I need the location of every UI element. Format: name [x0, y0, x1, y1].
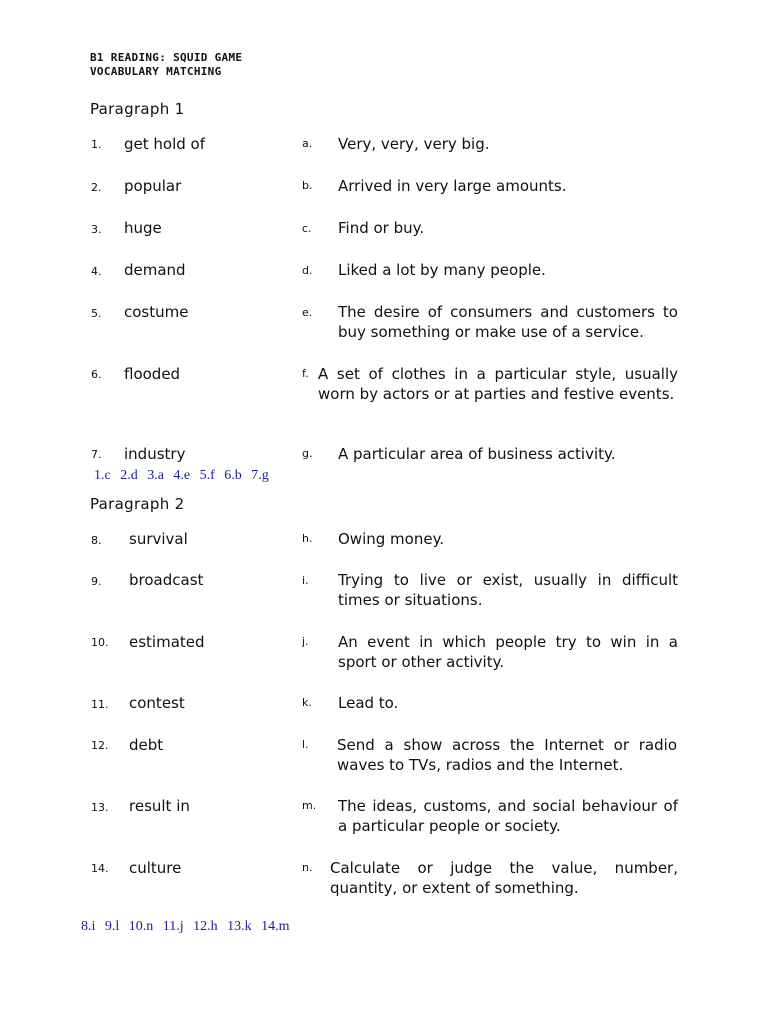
vocab-word: contest: [129, 694, 185, 712]
definition-letter: a.: [302, 137, 313, 150]
answer-key: 8.i 9.l 10.n 11.j 12.h 13.k 14.m: [81, 919, 290, 934]
definition-text: A particular area of business activity.: [338, 445, 616, 463]
definition-text: Liked a lot by many people.: [338, 261, 546, 279]
answer-key: 1.c 2.d 3.a 4.e 5.f 6.b 7.g: [94, 468, 269, 483]
definition-letter: c.: [302, 222, 312, 235]
definition-text: A set of clothes in a particular style, usually worn by actors or at parties and festive events.: [318, 365, 678, 403]
definition-text: Lead to.: [338, 694, 399, 712]
definition-text: Find or buy.: [338, 219, 425, 237]
definition-text: An event in which people try to win in a sport or other activity.: [338, 633, 678, 671]
vocab-word: huge: [124, 219, 162, 237]
definition-letter: l.: [302, 738, 309, 751]
worksheet-subtitle: VOCABULARY MATCHING: [90, 65, 222, 78]
definition-letter: n.: [302, 861, 313, 874]
definition-letter: m.: [302, 799, 317, 812]
worksheet-title: B1 READING: SQUID GAME: [90, 51, 243, 64]
definition-text: Owing money.: [338, 530, 445, 548]
item-number: 5.: [91, 307, 102, 320]
vocab-word: industry: [124, 445, 186, 463]
definition-letter: k.: [302, 696, 312, 709]
item-number: 13.: [91, 801, 109, 814]
item-number: 3.: [91, 223, 102, 236]
item-number: 12.: [91, 739, 109, 752]
vocab-word: debt: [129, 736, 164, 754]
item-number: 4.: [91, 265, 102, 278]
vocab-word: estimated: [129, 633, 205, 651]
item-number: 14.: [91, 862, 109, 875]
item-number: 8.: [91, 534, 102, 547]
item-number: 10.: [91, 636, 109, 649]
item-number: 2.: [91, 181, 102, 194]
vocab-word: culture: [129, 859, 182, 877]
vocab-word: popular: [124, 177, 182, 195]
definition-letter: j.: [302, 635, 309, 648]
definition-letter: i.: [302, 574, 309, 587]
definition-letter: e.: [302, 306, 313, 319]
definition-letter: b.: [302, 179, 313, 192]
item-number: 7.: [91, 448, 102, 461]
vocab-word: demand: [124, 261, 186, 279]
definition-text: Arrived in very large amounts.: [338, 177, 567, 195]
item-number: 6.: [91, 368, 102, 381]
item-number: 9.: [91, 575, 102, 588]
vocab-word: get hold of: [124, 135, 205, 153]
definition-text: Send a show across the Internet or radio waves to TVs, radios and the Internet.: [337, 736, 677, 774]
definition-text: The desire of consumers and customers to buy something or make use of a service.: [338, 303, 678, 341]
vocab-word: flooded: [124, 365, 181, 383]
definition-text: Trying to live or exist, usually in difficult times or situations.: [338, 571, 678, 609]
definition-text: Calculate or judge the value, number, quantity, or extent of something.: [330, 859, 678, 897]
definition-letter: g.: [302, 447, 313, 460]
item-number: 1.: [91, 138, 102, 151]
section-heading-paragraph-2: Paragraph 2: [90, 495, 185, 513]
definition-text: The ideas, customs, and social behaviour of a particular people or society.: [338, 797, 678, 835]
definition-text: Very, very, very big.: [338, 135, 490, 153]
section-heading-paragraph-1: Paragraph 1: [90, 100, 185, 118]
definition-letter: f.: [302, 367, 309, 380]
item-number: 11.: [91, 698, 109, 711]
vocab-word: broadcast: [129, 571, 204, 589]
vocab-word: survival: [129, 530, 188, 548]
vocab-word: result in: [129, 797, 190, 815]
definition-letter: h.: [302, 532, 313, 545]
definition-letter: d.: [302, 264, 313, 277]
vocab-word: costume: [124, 303, 189, 321]
